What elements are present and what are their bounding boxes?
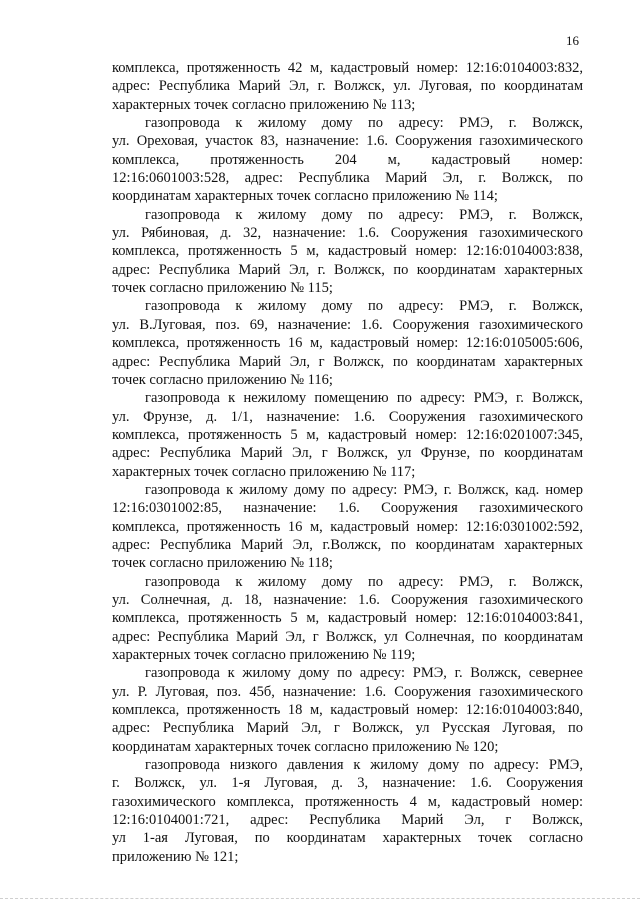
text-line: характерных точек согласно приложению № 113; xyxy=(112,96,416,113)
text-line: комплекса, протяженность 5 м, кадастровый номер: 12:16:0104003:838, xyxy=(112,243,583,260)
text-line: адрес: Республика Марий Эл, г Волжск, ул Фрунзе, по координатам xyxy=(112,445,583,462)
text-line: ул. В.Луговая, поз. 69, назначение: 1.6. Сооружения газохимического xyxy=(112,316,583,333)
text-line: ул 1-ая Луговая, по координатам характерных точек согласно xyxy=(112,830,583,847)
text-line: ул. Фрунзе, д. 1/1, назначение: 1.6. Сооружения газохимического xyxy=(112,408,583,425)
page-number: 16 xyxy=(566,33,579,48)
text-line: газопровода к жилому дому по адресу: РМЭ, г. Волжск, xyxy=(145,115,583,132)
text-line: комплекса, протяженность 16 м, кадастровый номер: 12:16:0105005:606, xyxy=(112,335,583,352)
text-line: адрес: Республика Марий Эл, г Волжск, ул Солнечная, по координатам xyxy=(112,628,583,645)
text-line: г. Волжск, ул. 1-я Луговая, д. 3, назначение: 1.6. Сооружения xyxy=(112,775,583,792)
text-line: точек согласно приложению № 115; xyxy=(112,280,333,297)
text-line: адрес: Республика Марий Эл, г.Волжск, по координатам характерных xyxy=(112,536,583,553)
text-line: ул. Солнечная, д. 18, назначение: 1.6. Сооружения газохимического xyxy=(112,591,583,608)
text-line: 12:16:0301002:85, назначение: 1.6. Сооружения газохимического xyxy=(112,500,583,517)
text-line: точек согласно приложению № 116; xyxy=(112,371,333,388)
text-line: комплекса, протяженность 42 м, кадастровый номер: 12:16:0104003:832, xyxy=(112,60,583,76)
text-line: комплекса, протяженность 204 м, кадастровый номер: xyxy=(112,151,583,168)
text-line: газопровода к жилому дому по адресу: РМЭ, г. Волжск, xyxy=(145,206,583,223)
text-line: газопровода к жилому дому по адресу: РМЭ, г. Волжск, кад. номер xyxy=(145,481,583,498)
text-line: 12:16:0104001:721, адрес: Республика Марий Эл, г Волжск, xyxy=(112,812,583,829)
text-line: газопровода низкого давления к жилому дому по адресу: РМЭ, xyxy=(145,757,583,774)
text-line: адрес: Республика Марий Эл, г. Волжск, по координатам характерных xyxy=(112,261,583,278)
text-line: точек согласно приложению № 118; xyxy=(112,555,333,572)
text-line: координатам характерных точек согласно приложению № 114; xyxy=(112,188,498,205)
text-line: комплекса, протяженность 18 м, кадастровый номер: 12:16:0104003:840, xyxy=(112,702,583,719)
text-line: газопровода к жилому дому по адресу: РМЭ, г. Волжск, севернее xyxy=(145,665,583,682)
scan-edge-line xyxy=(0,898,640,899)
text-line: ул. Ореховая, участок 83, назначение: 1.6. Сооружения газохимического xyxy=(112,133,583,150)
text-line: комплекса, протяженность 5 м, кадастровый номер: 12:16:0201007:345, xyxy=(112,426,583,443)
text-line: ул. Р. Луговая, поз. 45б, назначение: 1.6. Сооружения газохимического xyxy=(112,683,583,700)
text-line: 12:16:0601003:528, адрес: Республика Марий Эл, г. Волжск, по xyxy=(112,170,583,187)
text-line: характерных точек согласно приложению № 119; xyxy=(112,647,416,663)
text-line: газохимического комплекса, протяженность 4 м, кадастровый номер: xyxy=(112,793,583,810)
text-line: характерных точек согласно приложению № 117; xyxy=(112,463,416,480)
text-line: адрес: Республика Марий Эл, г. Волжск, ул. Луговая, по координатам xyxy=(112,78,583,95)
text-line: комплекса, протяженность 16 м, кадастровый номер: 12:16:0301002:592, xyxy=(112,518,583,535)
text-line: приложению № 121; xyxy=(112,848,239,865)
document-body xyxy=(112,59,583,866)
text-line: газопровода к жилому дому по адресу: РМЭ, г. Волжск, xyxy=(145,298,583,315)
text-line: газопровода к жилому дому по адресу: РМЭ, г. Волжск, xyxy=(145,573,583,590)
text-line: адрес: Республика Марий Эл, г Волжск, ул Русская Луговая, по xyxy=(112,720,583,737)
text-line: координатам характерных точек согласно приложению № 120; xyxy=(112,738,499,755)
text-line: газопровода к нежилому помещению по адресу: РМЭ, г. Волжск, xyxy=(145,390,583,407)
text-line: ул. Рябиновая, д. 32, назначение: 1.6. Сооружения газохимического xyxy=(112,225,583,242)
text-line: комплекса, протяженность 5 м, кадастровый номер: 12:16:0104003:841, xyxy=(112,610,583,627)
text-line: адрес: Республика Марий Эл, г Волжск, по координатам характерных xyxy=(112,353,583,370)
